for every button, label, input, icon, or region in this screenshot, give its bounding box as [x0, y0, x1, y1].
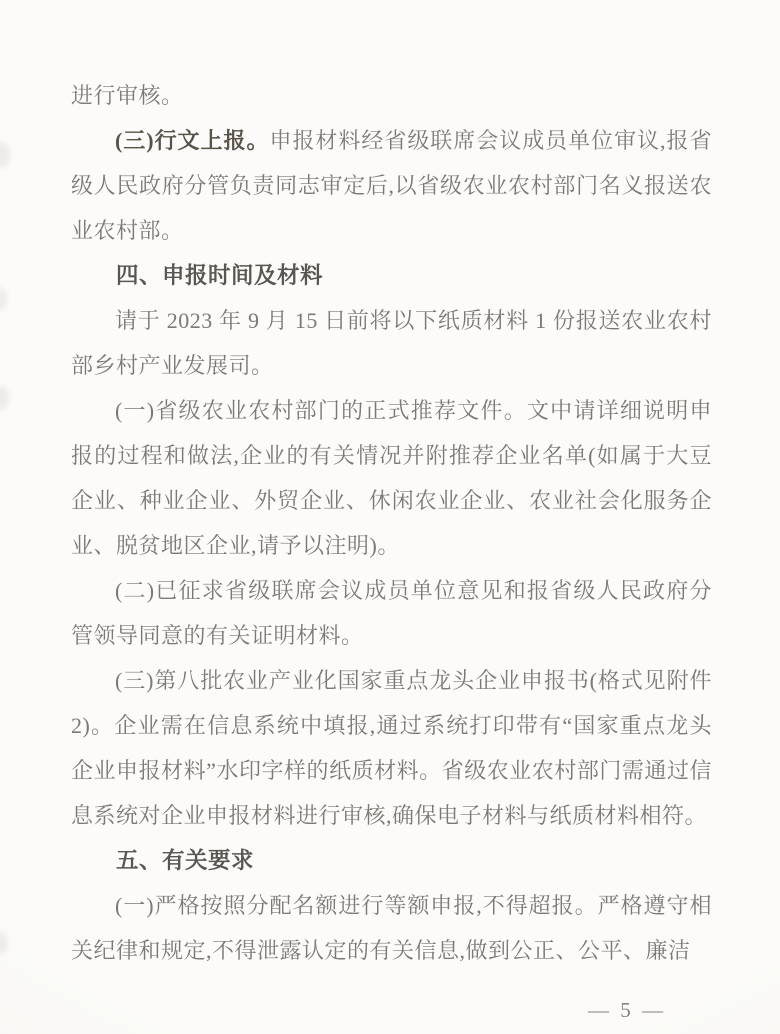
section-heading-4-application-time-materials: 四、申报时间及材料 [116, 263, 324, 288]
paragraph-section5-item1: (一)严格按照分配名额进行等额申报,不得超报。严格遵守相关纪律和规定,不得泄露认定的有关信息,做到公正、公平、廉洁 [71, 893, 712, 963]
section-heading-5-requirements: 五、有关要求 [116, 848, 255, 873]
paragraph-bold-lead: (三)行文上报。 [115, 128, 270, 153]
paragraph-item-xingwen-shangbao [71, 118, 712, 253]
paragraph-body-text: 申报材料经省级联席会议成员单位审议,报省级人民政府分管负责同志审定后,以省级农业农村部门名义报送农业农村部。 [71, 128, 712, 243]
document-body [71, 73, 712, 973]
paragraph-section4-item3: (三)第八批农业产业化国家重点龙头企业申报书(格式见附件 2)。企业需在信息系统中填报,通过系统打印带有“国家重点龙头企业申报材料”水印字样的纸质材料。省级农业农村部门需通过信息系统对企业申报材料进行审核,确保电子材料与纸质材料相符。 [71, 668, 712, 828]
paragraph-section4-item1: (一)省级农业农村部门的正式推荐文件。文中请详细说明申报的过程和做法,企业的有关情况并附推荐企业名单(如属于大豆企业、种业企业、外贸企业、休闲农业企业、农业社会化服务企业、脱贫地区企业,请予以注明)。 [71, 398, 712, 558]
paragraph-section4-item2: (二)已征求省级联席会议成员单位意见和报省级人民政府分管领导同意的有关证明材料。 [71, 578, 712, 648]
paragraph-deadline: 请于 2023 年 9 月 15 日前将以下纸质材料 1 份报送农业农村部乡村产业发展司。 [71, 308, 712, 378]
scan-smudge [0, 142, 10, 168]
paragraph-continuation: 进行审核。 [71, 83, 184, 108]
scan-smudge [0, 386, 9, 410]
scan-smudge [0, 932, 7, 954]
scan-smudge [0, 288, 7, 310]
page-number: — 5 — [588, 998, 666, 1022]
